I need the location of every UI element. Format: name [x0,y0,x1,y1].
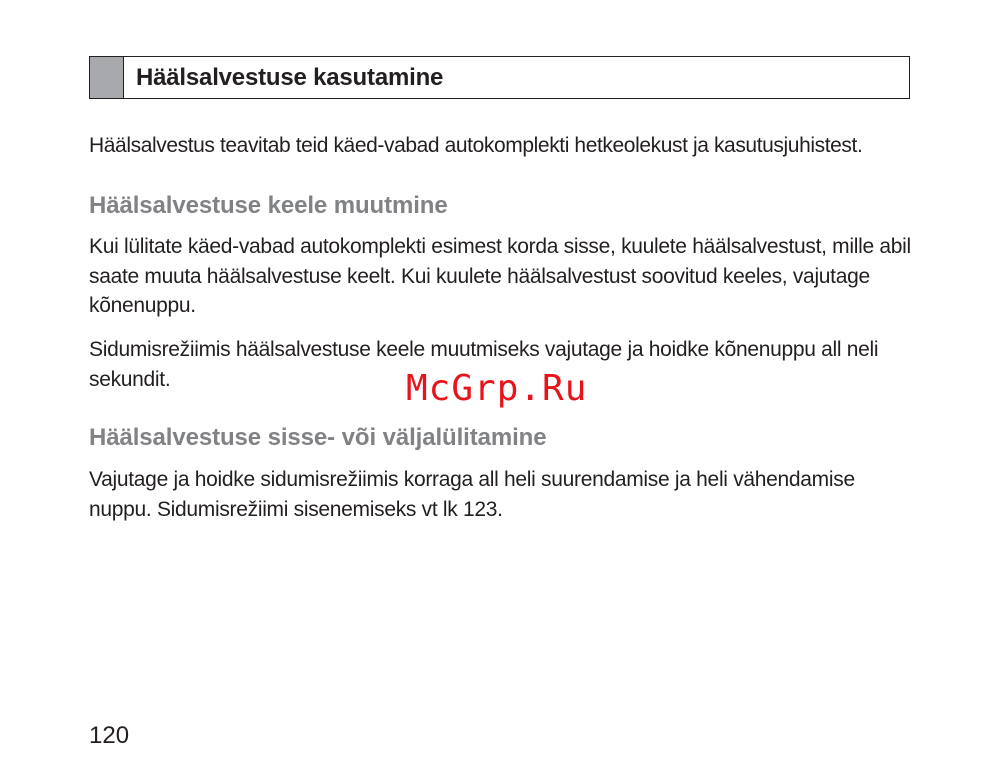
paragraph-toggle: Vajutage ja hoidke sidumisrežiimis korraga all heli suurendamise ja heli vähendamise nuppu. Sidumisrežiimi sisenemiseks vt lk 123. [89,468,855,521]
paragraph-language-1: Kui lülitate käed-vabad autokomplekti esimest korda sisse, kuulete häälsalvestust, mille abil saate muuta häälsalvestuse keelt. Kui kuulete häälsalvestust soovitud keeles, vajutage kõnenuppu. [89,235,911,317]
page-number: 120 [89,722,130,749]
section-marker [90,57,124,98]
intro-paragraph: Häälsalvestus teavitab teid käed-vabad autokomplekti hetkeolekust ja kasutusjuhistest. [89,134,863,157]
paragraph-language-2: Sidumisrežiimis häälsalvestuse keele muutmiseks vajutage ja hoidke kõnenuppu all neli sekundit. [89,338,879,391]
section-header [89,56,910,99]
watermark: McGrp.Ru [406,368,588,409]
subheading-language: Häälsalvestuse keele muutmine [89,192,448,219]
section-title: Häälsalvestuse kasutamine [136,63,444,91]
subheading-toggle: Häälsalvestuse sisse- või väljalülitamine [89,424,547,451]
